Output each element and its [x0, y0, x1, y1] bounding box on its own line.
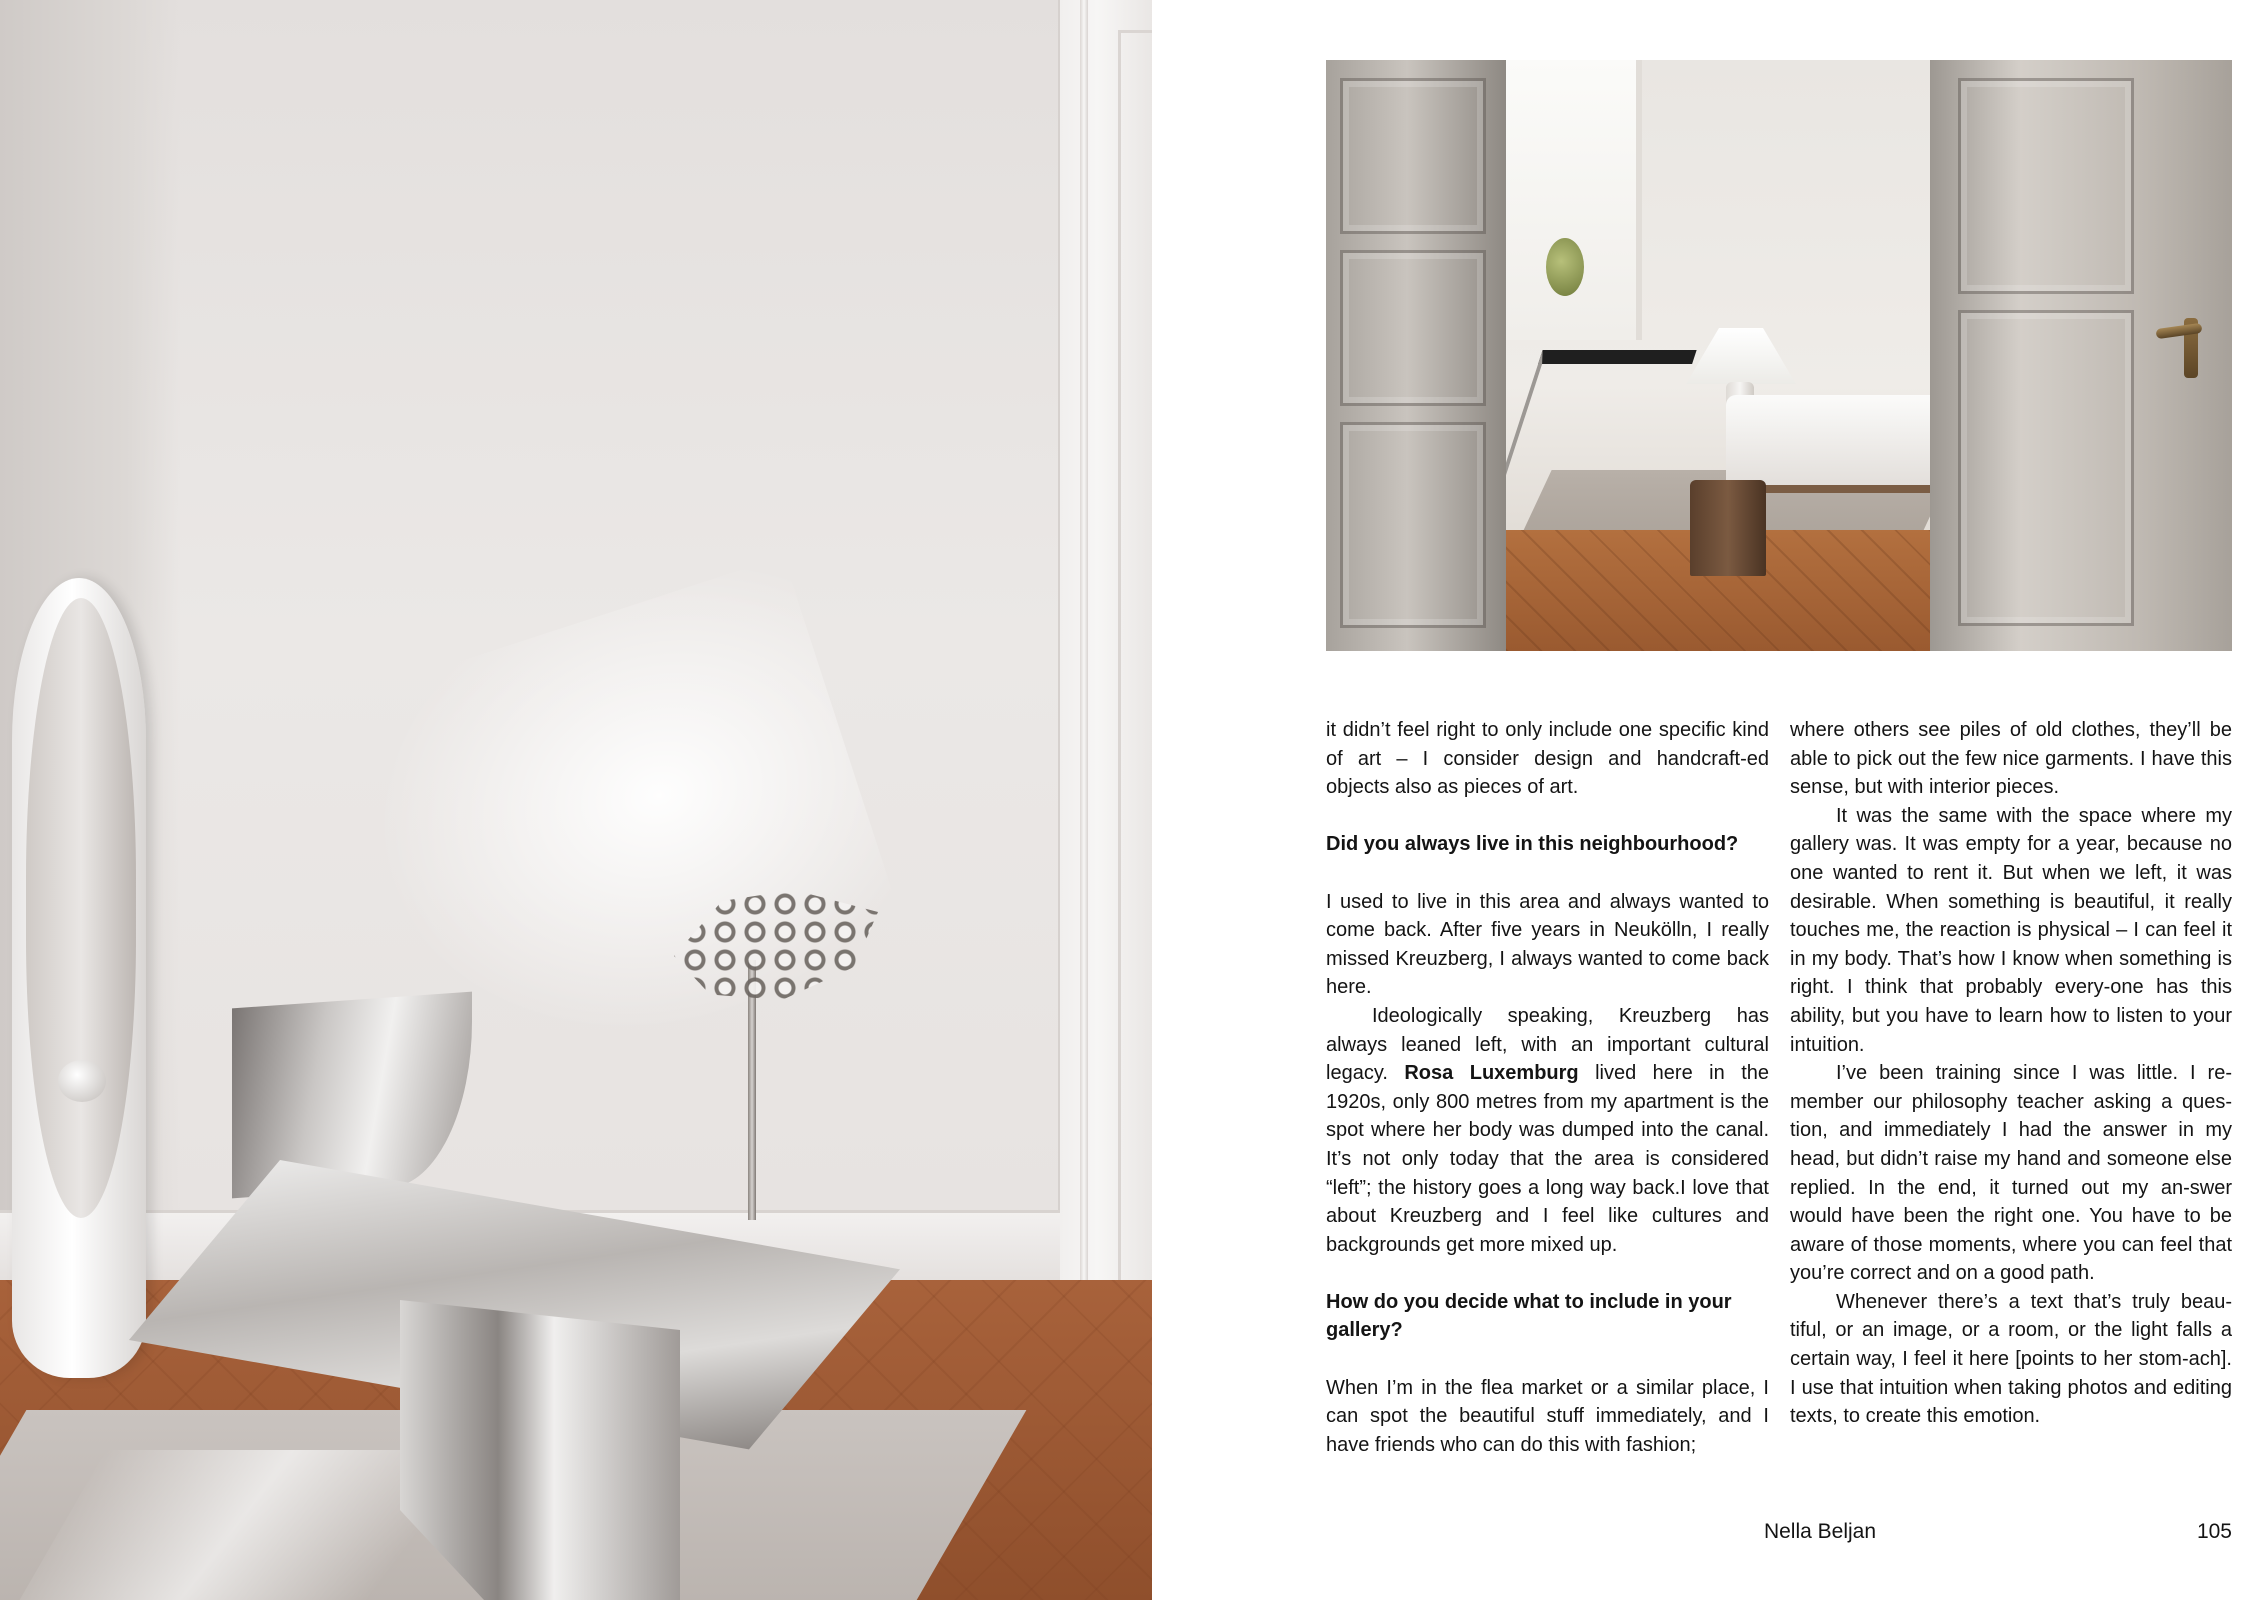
paragraph: When I’m in the flea market or a similar place, I can spot the beautiful stuff immediately, and I have friends who can do this with fashion;	[1326, 1376, 1769, 1456]
door-panel	[1340, 422, 1486, 628]
article-column-right	[1790, 716, 2232, 1431]
paragraph: it didn’t feel right to only include one specific kind of art – I consider design and handcraft-ed objects also as pieces of art.	[1326, 719, 1769, 799]
name-highlight: Rosa Luxemburg	[1404, 1062, 1579, 1085]
interview-question: Did you always live in this neighbourhood?	[1326, 833, 1739, 856]
right-page-photo	[1326, 60, 2232, 651]
paragraph: where others see piles of old clothes, they’ll be able to pick out the few nice garments. I have this sense, but with interior pieces.	[1790, 719, 2232, 799]
steel-bench-backrest	[232, 992, 472, 1199]
article-column-left	[1326, 716, 1769, 1459]
door-panel	[1958, 310, 2134, 626]
paragraph-text: lived here in the 1920s, only 800 metres from my apartment is the spot where her body was dumped into the canal. It’s not only today that the area is considered “left”; the history goes a long way back.I love that about Kreuzberg and I feel like cultures and backgrounds get more mixed up.	[1326, 1062, 1769, 1256]
door-panel	[1340, 78, 1486, 234]
steel-bench-leg	[400, 1300, 680, 1600]
door-frame	[1058, 0, 1152, 1330]
page-number: 105	[2196, 1520, 2232, 1543]
running-footer-name: Nella Beljan	[1763, 1520, 1877, 1543]
mirror-glass	[26, 598, 136, 1218]
paragraph: I’ve been training since I was little. I re-member our philosophy teacher asking a ques-tion, and immediately I had the answer in my head, but didn’t raise my hand and someone else replied. In the end, it turned out my an-swer would have been the right one. You have to be aware of those moments, where you can feel that you’re correct and on a good path.	[1790, 1062, 2232, 1285]
door-panel	[1958, 78, 2134, 294]
lamp-shade	[1686, 328, 1796, 384]
wooden-stool	[1690, 480, 1766, 576]
plant	[1546, 238, 1584, 296]
door-panel	[1340, 250, 1486, 406]
interview-question: How do you decide what to include in your gallery?	[1326, 1290, 1732, 1342]
candelabra-stand	[748, 960, 756, 1220]
window	[1506, 60, 1642, 340]
paragraph: I used to live in this area and always wanted to come back. After five years in Neukölln, I really missed Kreuzberg, I always wanted to come back here.	[1326, 890, 1769, 999]
paragraph: It was the same with the space where my gallery was. It was empty for a year, because no one wanted to rent it. But when we left, it was desirable. When something is beautiful, it really touches me, the reaction is physical – I can feel it in my body. That’s how I know when something is right. I think that probably every-one has this ability, but you have to learn how to listen to your intuition.	[1790, 804, 2232, 1056]
paragraph	[1326, 1002, 1769, 1259]
left-door-leaf	[1326, 60, 1506, 651]
paragraph: Whenever there’s a text that’s truly beau-tiful, or an image, or a room, or the light falls a certain way, I feel it here [points to her stom-ach]. I use that intuition when taking photos and editing texts, to create this emotion.	[1790, 1290, 2232, 1428]
reflected-lamp	[58, 1060, 106, 1102]
paragraph-text: Ideologically speaking, Kreuzberg has always leaned left, with an important cultural legacy.	[1326, 1004, 1769, 1085]
bed	[1726, 395, 1936, 485]
